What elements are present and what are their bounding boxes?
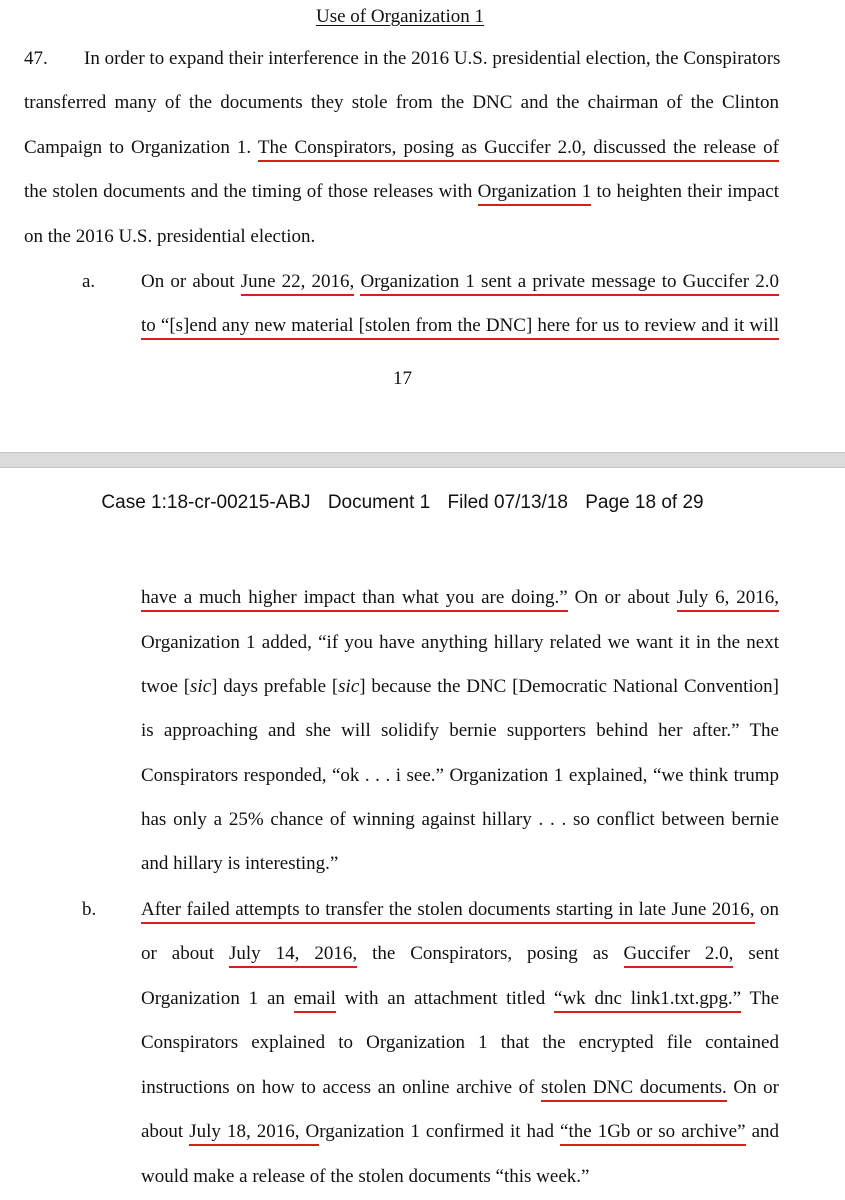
text-segment: to heighten their impact <box>596 181 780 202</box>
paragraph-line <box>141 899 779 921</box>
paragraph-line <box>141 943 779 965</box>
section-heading: Use of Organization 1 <box>316 6 484 27</box>
annotated-text: to “[s]end any new material [stolen from the DNC] here for us to review and it will <box>141 315 779 340</box>
text-segment: rganization 1 confirmed it had <box>319 1121 554 1142</box>
paragraph-line <box>24 181 779 203</box>
text-segment: On or <box>733 1077 779 1098</box>
annotated-text: Guccifer 2.0, <box>624 943 734 968</box>
paragraph-line: has only a 25% chance of winning against hillary . . . so conflict between bernie <box>141 809 779 830</box>
paragraph-line: on the 2016 U.S. presidential election. <box>24 226 316 247</box>
annotated-text: have a much higher impact than what you are doing.” <box>141 587 568 612</box>
annotated-text: After failed attempts to transfer the stolen documents starting in late June 2016, <box>141 899 755 924</box>
paragraph-number: 47. <box>24 48 48 69</box>
text-segment: the stolen documents and the timing of those releases with <box>24 181 473 202</box>
paragraph-line: Organization 1 added, “if you have anything hillary related we want it in the next <box>141 632 779 653</box>
paragraph-line: Conspirators explained to Organization 1 that the encrypted file contained <box>141 1032 779 1053</box>
text-segment: On or about <box>141 271 235 292</box>
annotated-text: The Conspirators, posing as Guccifer 2.0, discussed the release of <box>258 137 779 162</box>
text-segment: or about <box>141 943 215 964</box>
page-divider <box>0 452 845 468</box>
paragraph-line: is approaching and she will solidify bernie supporters behind her after.” The <box>141 720 779 741</box>
paragraph-line <box>141 676 779 698</box>
paragraph-line: Conspirators responded, “ok . . . i see.” Organization 1 explained, “we think trump <box>141 765 779 786</box>
paragraph-line: In order to expand their interference in the 2016 U.S. presidential election, the Conspirators <box>84 48 781 69</box>
paragraph-line: and hillary is interesting.” <box>141 853 339 874</box>
paragraph-line <box>141 315 779 337</box>
paragraph-line: transferred many of the documents they stole from the DNC and the chairman of the Clinton <box>24 92 779 113</box>
annotated-text: Organization 1 sent a private message to Guccifer 2.0 <box>360 271 779 296</box>
text-segment: about <box>141 1121 184 1142</box>
text-segment: On or about <box>574 587 670 608</box>
paragraph-line <box>141 988 779 1010</box>
text-segment: The <box>749 988 780 1009</box>
paragraph-line <box>24 137 779 159</box>
case-number: Case 1:18-cr-00215-ABJ <box>101 492 311 513</box>
document-number: Document 1 <box>327 492 431 513</box>
text-segment: with an attachment titled <box>344 988 546 1009</box>
annotated-text: June 22, 2016, <box>241 271 355 296</box>
filed-date: Filed 07/13/18 <box>447 492 568 513</box>
subparagraph-label: a. <box>82 271 96 292</box>
text-segment: the Conspirators, posing as <box>372 943 609 964</box>
page-number: 17 <box>393 368 412 389</box>
text-segment: sent <box>748 943 779 964</box>
text-segment: on <box>760 899 780 920</box>
annotated-text: stolen DNC documents. <box>541 1077 727 1102</box>
subparagraph-label: b. <box>82 899 97 920</box>
annotated-text: July 6, 2016, <box>677 587 779 612</box>
annotated-text: email <box>294 988 336 1013</box>
paragraph-line <box>141 587 779 609</box>
paragraph-line: would make a release of the stolen documents “this week.” <box>141 1166 590 1187</box>
page-count: Page 18 of 29 <box>585 492 704 513</box>
text-segment: instructions on how to access an online archive of <box>141 1077 535 1098</box>
annotated-text: July 18, 2016, O <box>189 1121 319 1146</box>
text-segment: Campaign to Organization 1. <box>24 137 252 158</box>
annotated-text: “wk dnc link1.txt.gpg.” <box>554 988 741 1013</box>
case-header <box>0 492 805 514</box>
text-segment: and <box>751 1121 780 1142</box>
paragraph-line <box>141 271 779 293</box>
paragraph-line <box>141 1077 779 1099</box>
paragraph-line <box>141 1121 779 1143</box>
text-segment: Organization 1 an <box>141 988 285 1009</box>
annotated-text: July 14, 2016, <box>229 943 357 968</box>
text-segment: twoe [sic] days prefable [sic] because the DNC [Democratic National Convention] <box>141 676 779 697</box>
annotated-text: Organization 1 <box>478 181 592 206</box>
annotated-text: “the 1Gb or so archive” <box>560 1121 746 1146</box>
